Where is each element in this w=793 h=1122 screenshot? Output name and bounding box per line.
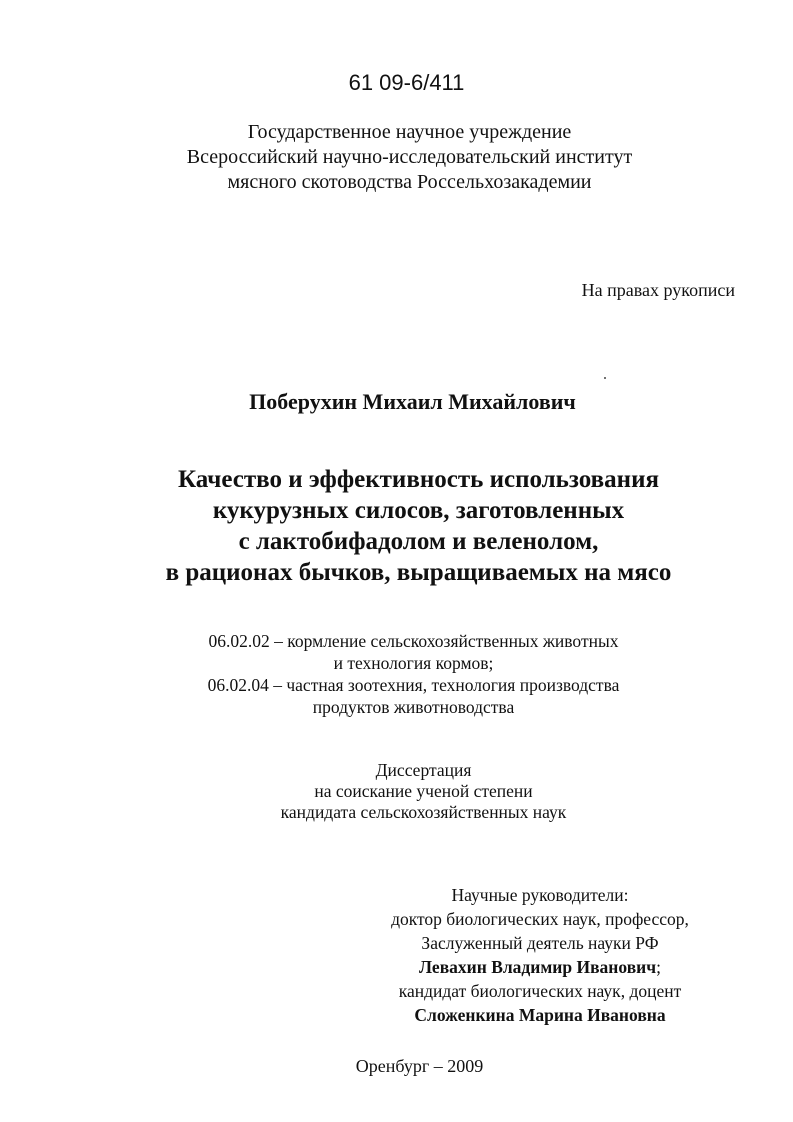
place-year: Оренбург – 2009	[355, 1056, 484, 1076]
specialty-line-2: и технология кормов;	[333, 653, 494, 673]
specialties-block	[0, 630, 793, 718]
supervisors-heading: Научные руководители:	[451, 885, 629, 905]
supervisor-1-line	[360, 955, 720, 979]
specialty-line-1: 06.02.02 – кормление сельскохозяйственных животных	[208, 631, 619, 651]
institution-block	[0, 120, 793, 195]
institution-line-3: мясного скотоводства Россельхозакадемии	[227, 171, 592, 193]
supervisor-1-degree: доктор биологических наук, профессор,	[391, 909, 689, 929]
supervisor-2-name: Сложенкина Марина Ивановна	[414, 1005, 666, 1025]
institution-line-1: Государственное научное учреждение	[247, 121, 572, 143]
supervisor-1-name: Левахин Владимир Иванович	[419, 957, 657, 977]
title-line-3: с лактобифадолом и веленолом,	[238, 528, 599, 555]
dissertation-line-1: Диссертация	[375, 760, 472, 780]
dissertation-line-2: на соискание ученой степени	[314, 781, 533, 801]
title-line-2: кукурузных силосов, заготовленных	[212, 497, 625, 524]
supervisor-1-honor: Заслуженный деятель науки РФ	[421, 933, 659, 953]
manuscript-rights: На правах рукописи	[581, 280, 735, 300]
specialty-line-3: 06.02.04 – частная зоотехния, технология производства	[207, 675, 620, 695]
catalog-code: 61 09-6/411	[348, 70, 465, 95]
author-name: Поберухин Михаил Михайлович	[249, 389, 576, 414]
specialty-line-4: продуктов животноводства	[312, 697, 515, 717]
dissertation-type-block	[0, 760, 793, 823]
title-line-1: Качество и эффективность использования	[177, 466, 660, 493]
supervisors-block	[360, 883, 720, 1027]
supervisor-2-degree: кандидат биологических наук, доцент	[398, 981, 682, 1001]
dissertation-line-3: кандидата сельскохозяйственных наук	[280, 802, 567, 822]
dissertation-title	[0, 464, 793, 588]
institution-line-2: Всероссийский научно-исследовательский институт	[186, 146, 633, 168]
supervisor-1-suffix: ;	[656, 957, 661, 977]
title-line-4: в рационах бычков, выращиваемых на мясо	[165, 559, 672, 586]
scan-speck	[604, 377, 606, 379]
